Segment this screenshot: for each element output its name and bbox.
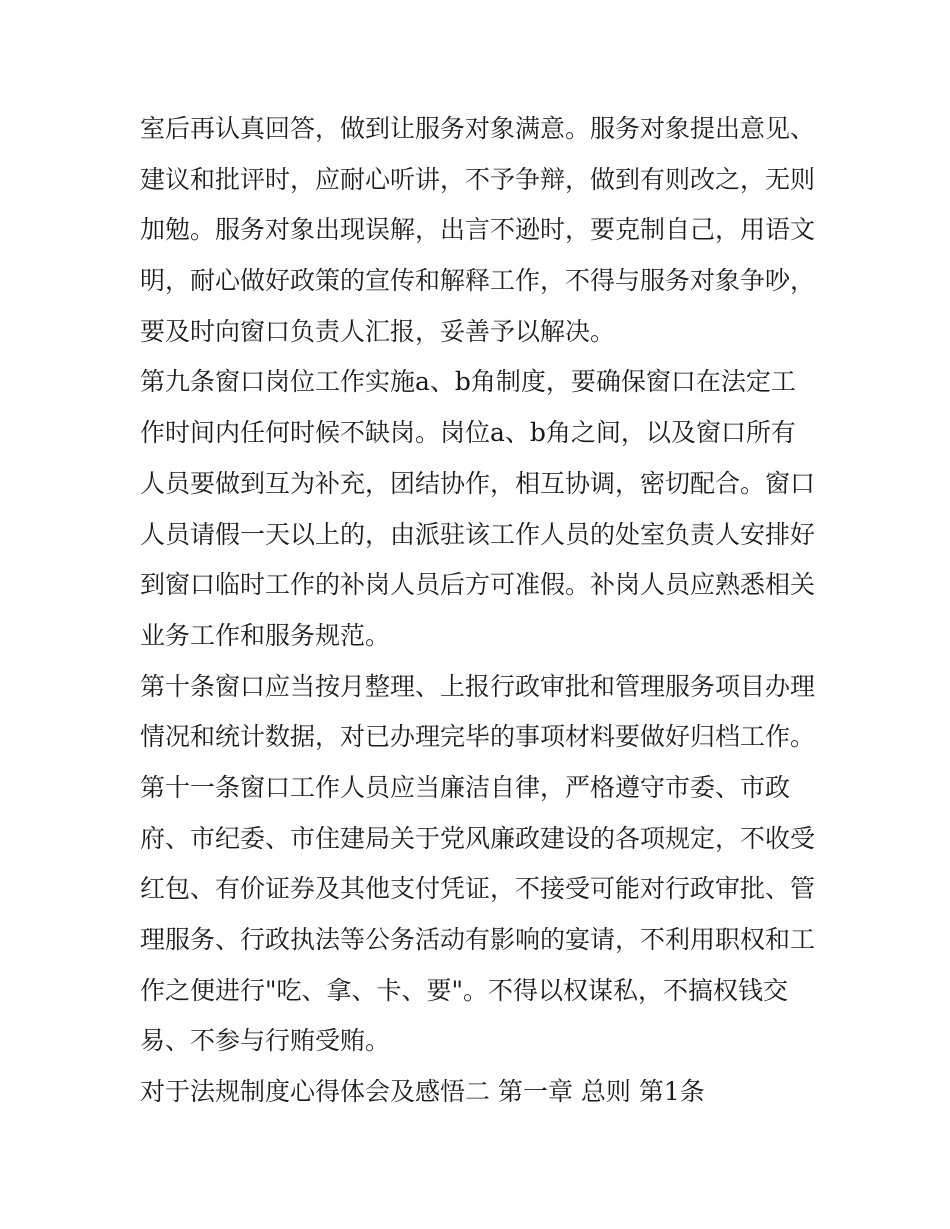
text-line: 人员要做到互为补充，团结协作，相互协调，密切配合。窗口 [140, 468, 816, 498]
text-line: 第十一条窗口工作人员应当廉洁自律，严格遵守市委、市政 [140, 772, 791, 802]
text-line: 室后再认真回答，做到让服务对象满意。服务对象提出意见、 [140, 114, 816, 143]
text-line: 府、市纪委、市住建局关于党风廉政建设的各项规定，不收受 [140, 823, 816, 853]
text-line: 易、不参与行贿受贿。 [140, 1026, 391, 1056]
text-line: 情况和统计数据，对已办理完毕的事项材料要做好归档工作。 [140, 722, 816, 752]
text-line: 业务工作和服务规范。 [140, 620, 391, 650]
text-line: 作之便进行"吃、拿、卡、要"。不得以权谋私，不搞权钱交 [140, 975, 789, 1005]
text-line: 建议和批评时，应耐心听讲，不予争辩，做到有则改之，无则 [140, 164, 816, 194]
text-line: 作时间内任何时候不缺岗。岗位a、b角之间，以及窗口所有 [140, 418, 796, 448]
text-line: 要及时向窗口负责人汇报，妥善予以解决。 [140, 316, 616, 346]
text-line: 到窗口临时工作的补岗人员后方可准假。补岗人员应熟悉相关 [140, 570, 816, 600]
text-line: 红包、有价证券及其他支付凭证，不接受可能对行政审批、管 [140, 874, 816, 904]
text-line: 明，耐心做好政策的宣传和解释工作，不得与服务对象争吵， [140, 266, 816, 296]
text-line: 第九条窗口岗位工作实施a、b角制度，要确保窗口在法定工 [140, 367, 796, 397]
text-line: 人员请假一天以上的，由派驻该工作人员的处室负责人安排好 [140, 519, 816, 549]
text-line: 第十条窗口应当按月整理、上报行政审批和管理服务项目办理 [140, 671, 816, 701]
text-line: 理服务、行政执法等公务活动有影响的宴请，不利用职权和工 [140, 925, 816, 954]
document-body [140, 104, 820, 1118]
text-line: 对于法规制度心得体会及感悟二 第一章 总则 第1条 [140, 1077, 705, 1107]
text-line: 加勉。服务对象出现误解，出言不逊时，要克制自己，用语文 [140, 215, 816, 245]
